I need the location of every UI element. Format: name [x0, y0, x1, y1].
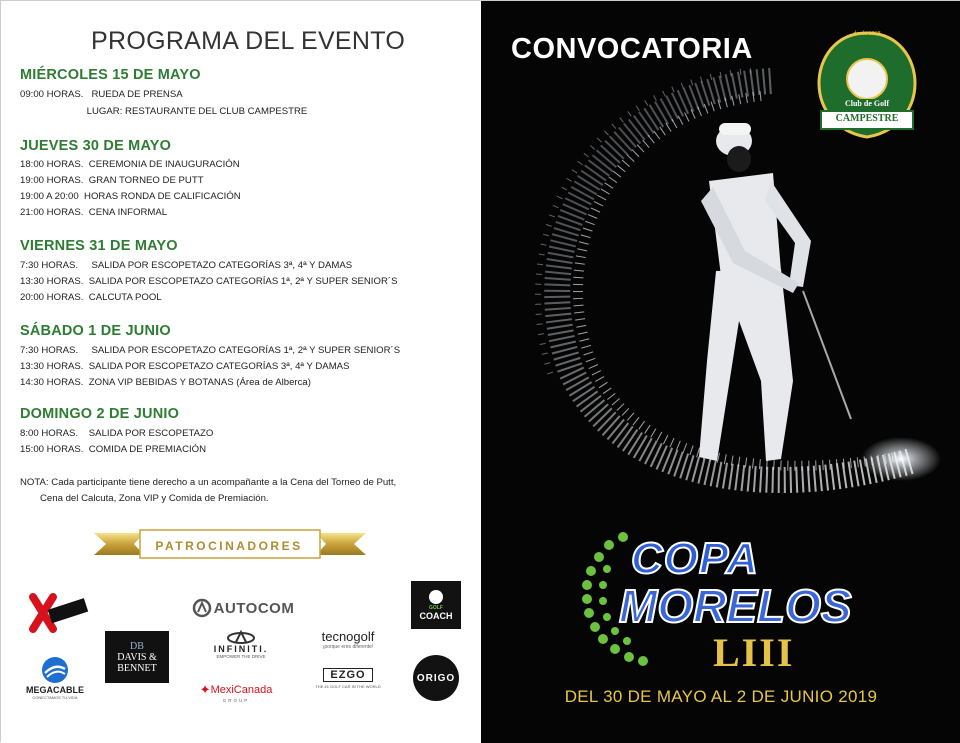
schedule-line: LUGAR: RESTAURANTE DEL CLUB CAMPESTRE — [20, 106, 308, 117]
schedule-line: 09:00 HORAS. RUEDA DE PRENSA — [20, 89, 183, 100]
ezgo-text: EZGO — [323, 668, 372, 682]
day-title: SÁBADO 1 DE JUNIO — [20, 323, 171, 339]
tecnogolf-tagline: ¡porque eres diferente! — [322, 643, 374, 650]
davis-bennet-logo — [105, 631, 169, 683]
autocom-logo — [181, 597, 305, 619]
day-title: JUEVES 30 DE MAYO — [20, 138, 172, 154]
schedule-line: 8:00 HORAS. SALIDA POR ESCOPETAZO — [20, 428, 214, 439]
origo-text: ORIGO — [416, 672, 456, 684]
mexicanada-logo — [193, 681, 279, 703]
morelos-text: MORELOS — [619, 580, 852, 632]
schedule-line: 14:30 HORAS. ZONA VIP BEBIDAS Y BOTANAS (Área de Alberca) — [20, 377, 311, 388]
club-since: desde 1968 — [853, 31, 881, 37]
schedule-line: 20:00 HORAS. CALCUTA POOL — [20, 292, 162, 303]
copa-text: COPA — [631, 534, 759, 583]
day-title: MIÉRCOLES 15 DE MAYO — [20, 67, 201, 83]
megacable-logo — [19, 651, 91, 703]
davis-bennet-mark: DB — [130, 640, 144, 652]
schedule-line: 21:00 HORAS. CENA INFORMAL — [20, 207, 168, 218]
convocatoria-heading: CONVOCATORIA — [511, 33, 753, 65]
program-panel — [1, 1, 481, 743]
schedule-line: 18:00 HORAS. CEREMONIA DE INAUGURACIÓN — [20, 159, 240, 170]
golf-coach-text: COACH — [419, 611, 453, 621]
tecnogolf-logo — [307, 625, 389, 653]
golf-coach-logo — [411, 581, 461, 629]
davis-text: DAVIS & — [117, 651, 157, 663]
tecnogolf-text: tecnogolf — [321, 628, 375, 644]
xtreme-bike-logo — [27, 591, 91, 635]
schedule-line: 7:30 HORAS. SALIDA POR ESCOPETAZO CATEGORÍAS 3ª, 4ª Y DAMAS — [20, 260, 353, 271]
infiniti-tagline: EMPOWER THE DRIVE — [216, 653, 266, 659]
note-line: NOTA: Cada participante tiene derecho a un acompañante a la Cena del Torneo de Putt, — [20, 477, 397, 488]
note-line: Cena del Calcuta, Zona VIP y Comida de Premiación. — [40, 493, 269, 504]
autocom-text: AUTOCOM — [213, 599, 295, 617]
origo-logo — [413, 655, 459, 701]
sponsors-title: PATROCINADORES — [155, 539, 303, 553]
golf-coach-top: GOLF — [429, 605, 443, 611]
poster-panel — [481, 1, 960, 743]
edition-text: LIII — [713, 630, 795, 675]
schedule-line: 15:00 HORAS. COMIDA DE PREMIACIÓN — [20, 444, 207, 455]
event-dates: DEL 30 DE MAYO AL 2 DE JUNIO 2019 — [564, 687, 878, 706]
ezgo-logo — [307, 665, 389, 691]
schedule-line: 7:30 HORAS. SALIDA POR ESCOPETAZO CATEGORÍAS 1ª, 2ª Y SUPER SENIOR´S — [20, 345, 401, 356]
schedule-line: 13:30 HORAS. SALIDA POR ESCOPETAZO CATEGORÍAS 1ª, 2ª Y SUPER SENIOR´S — [20, 276, 398, 287]
day-title: VIERNES 31 DE MAYO — [20, 238, 178, 254]
mexicanada-tagline: GROUP — [222, 697, 250, 703]
maple-leaf-icon: ✦ — [199, 681, 211, 697]
day-title: DOMINGO 2 DE JUNIO — [20, 406, 180, 422]
mexicanada-text: MexiCanada — [210, 683, 273, 696]
schedule-line: 13:30 HORAS. SALIDA POR ESCOPETAZO CATEGORÍAS 3ª, 4ª Y DAMAS — [20, 361, 350, 372]
note-text — [20, 475, 470, 507]
infiniti-text: INFINITI. — [213, 643, 269, 654]
megacable-tagline: CONECTAMOS TU VIDA — [32, 694, 78, 700]
megacable-text: MEGACABLE — [26, 684, 84, 695]
bennet-text: BENNET — [117, 662, 157, 674]
club-name: Club de Golf — [844, 99, 889, 108]
infiniti-logo — [205, 623, 277, 665]
club-campestre: CAMPESTRE — [835, 113, 899, 124]
ezgo-tagline: THE #1 GOLF CAR IN THE WORLD — [315, 683, 381, 689]
program-title: PROGRAMA DEL EVENTO — [91, 27, 406, 55]
schedule-line: 19:00 HORAS. GRAN TORNEO DE PUTT — [20, 175, 204, 186]
schedule-line: 19:00 A 20:00 HORAS RONDA DE CALIFICACIÓN — [20, 191, 241, 202]
